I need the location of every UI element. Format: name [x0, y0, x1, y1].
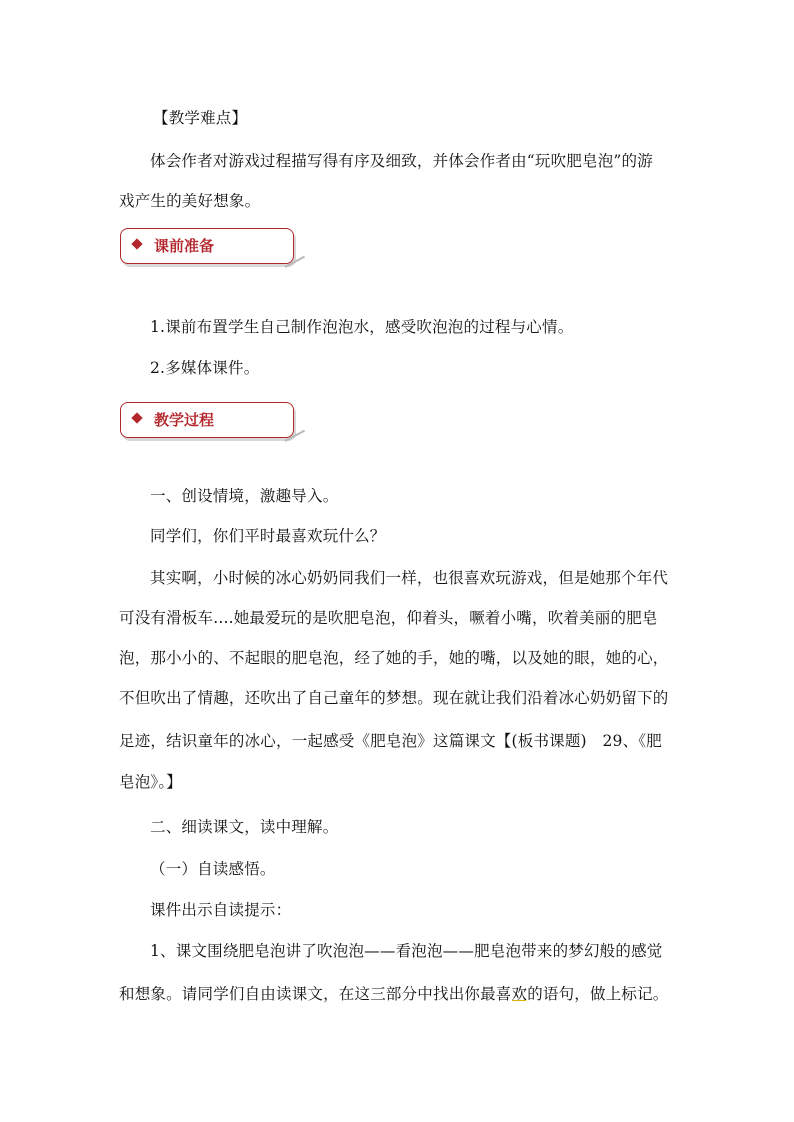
section-1-title: 一、创设情境，激趣导入。	[150, 487, 339, 505]
paragraph-line: 可没有滑板车....她最爱玩的是吹肥皂泡，仰着头，噘着小嘴，吹着美丽的肥皂	[119, 609, 658, 627]
paragraph-line: 皂泡》。】	[119, 773, 183, 791]
diamond-bullet-icon	[131, 238, 142, 249]
tip-1-line-2: 和想象。请同学们自由读课文，在这三部分中找出你最喜欢的语句，做上标记。	[119, 985, 669, 1003]
difficulty-title: 【教学难点】	[153, 109, 248, 127]
subsection-1-title: （一）自读感悟。	[150, 860, 276, 878]
prompt-line: 课件出示自读提示：	[150, 901, 292, 919]
paragraph-line: 不但吹出了情趣，还吹出了自己童年的梦想。现在就让我们沿着冰心奶奶留下的	[119, 689, 669, 707]
section-heading-label: 教学过程	[154, 411, 215, 429]
prep-item-1: 1.课前布置学生自己制作泡泡水，感受吹泡泡的过程与心情。	[150, 318, 574, 336]
heading-decoration-line	[285, 255, 305, 267]
question-line: 同学们，你们平时最喜欢玩什么？	[150, 527, 386, 545]
heading-decoration-line	[285, 429, 305, 441]
section-2-title: 二、细读课文，读中理解。	[150, 818, 339, 836]
difficulty-line-1: 体会作者对游戏过程描写得有序及细致，并体会作者由“玩吹肥皂泡”的游	[150, 152, 653, 170]
paragraph-line: 泡，那小小的、不起眼的肥皂泡，经了她的手，她的嘴，以及她的眼，她的心，	[119, 649, 669, 667]
section-heading-process	[120, 402, 294, 438]
paragraph-line: 足迹，结识童年的冰心，一起感受《肥皂泡》这篇课文【(板书课题) 29、《肥	[119, 732, 662, 750]
section-heading-prep	[120, 228, 294, 264]
tip-1-line-1: 1、课文围绕肥皂泡讲了吹泡泡——看泡泡——肥皂泡带来的梦幻般的感觉	[150, 942, 663, 960]
paragraph-line: 其实啊，小时候的冰心奶奶同我们一样，也很喜欢玩游戏，但是她那个年代	[150, 569, 669, 587]
difficulty-line-2: 戏产生的美好想象。	[119, 192, 261, 210]
prep-item-2: 2.多媒体课件。	[150, 359, 260, 377]
diamond-bullet-icon	[131, 412, 142, 423]
section-heading-label: 课前准备	[154, 237, 215, 255]
highlight-mark	[512, 1000, 526, 1001]
